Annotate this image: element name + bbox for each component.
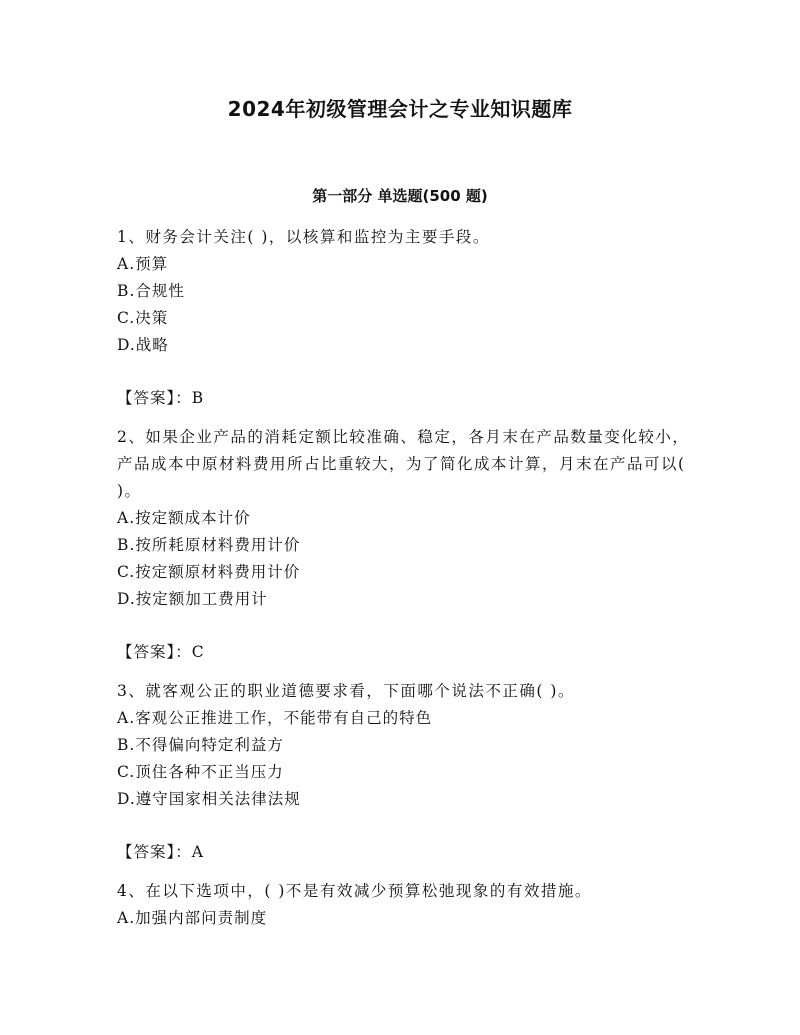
option-c: C.决策 [117, 309, 169, 327]
option-b: B.不得偏向特定利益方 [117, 736, 284, 754]
question-2 [117, 424, 697, 666]
option-c: C.按定额原材料费用计价 [117, 563, 301, 581]
question-list [117, 224, 697, 932]
option-a: A.预算 [117, 255, 169, 273]
option-d: D.战略 [117, 336, 169, 354]
option-a: A.客观公正推进工作，不能带有自己的特色 [117, 709, 433, 727]
question-1 [117, 224, 697, 412]
question-text: 3、就客观公正的职业道德要求看，下面哪个说法不正确( )。 [117, 682, 575, 700]
document-title: 2024年初级管理会计之专业知识题库 [227, 97, 573, 121]
question-text: 1、财务会计关注( )，以核算和监控为主要手段。 [117, 228, 490, 246]
section-title: 第一部分 单选题(500 题) [312, 187, 488, 205]
option-b: B.按所耗原材料费用计价 [117, 536, 301, 554]
answer-line: 【答案】：B [117, 389, 205, 407]
option-d: D.按定额加工费用计 [117, 590, 268, 608]
option-b: B.合规性 [117, 282, 185, 300]
question-text: 4、在以下选项中，( )不是有效减少预算松弛现象的有效措施。 [117, 882, 592, 900]
option-a: A.按定额成本计价 [117, 509, 251, 527]
question-3 [117, 678, 697, 866]
option-a: A.加强内部问责制度 [117, 909, 268, 927]
option-c: C.顶住各种不正当压力 [117, 763, 284, 781]
option-d: D.遵守国家相关法律法规 [117, 790, 301, 808]
question-text: 2、如果企业产品的消耗定额比较准确、稳定，各月末在产品数量变化较小，产品成本中原材料费用所占比重较大，为了简化成本计算，月末在产品可以( )。 [117, 428, 690, 500]
answer-line: 【答案】：C [117, 643, 205, 661]
question-4 [117, 878, 697, 932]
answer-line: 【答案】：A [117, 843, 204, 861]
